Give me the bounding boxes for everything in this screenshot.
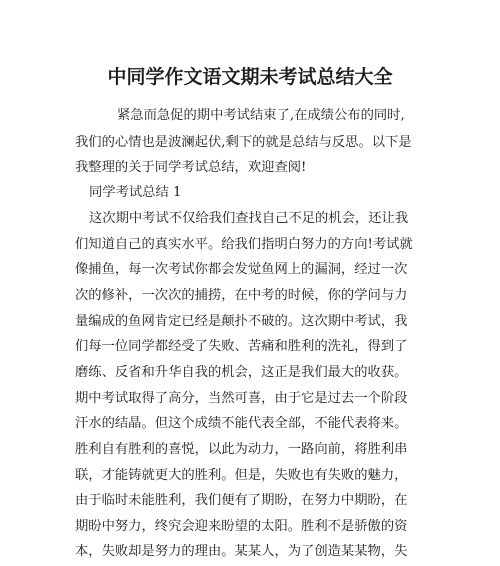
body-line: 这次期中考试不仅给我们查找自己不足的机会，还让我 (89, 211, 409, 226)
body-line: 胜利自有胜利的喜悦，以此为动力，一路向前，将胜利串 (75, 442, 408, 457)
document-title: 中同学作文语文期未考试总结大全 (107, 66, 393, 88)
body-line: 像捕鱼，每一次考试你都会发觉鱼网上的漏洞，经过一次 (75, 262, 408, 277)
body-line: 我整理的关于同学考试总结，欢迎查阅! (75, 160, 307, 175)
body-line: 本，失败却是努力的理由。某某人，为了创造某某物，失 (75, 544, 408, 559)
body-line: 次的修补，一次次的捕捞，在中考的时候，你的学问与力 (75, 288, 408, 303)
section-heading: 同学考试总结 1 (89, 185, 182, 200)
body-line: 联，才能铸就更大的胜利。但是，失败也有失败的魅力， (75, 468, 408, 483)
body-line: 们知道自己的真实水平。给我们指明白努力的方向!考试就 (75, 237, 413, 252)
body-line: 我们的心情也是波澜起伏,剩下的就是总结与反思。以下是 (75, 135, 412, 150)
body-line: 期中考试取得了高分，当然可喜，由于它是过去一个阶段 (75, 391, 408, 406)
body-line: 期盼中努力，终究会迎来盼望的太阳。胜利不是骄傲的资 (75, 519, 408, 534)
body-line: 汗水的结晶。但这个成绩不能代表全部，不能代表将来。 (75, 416, 408, 431)
body-line: 由于临时未能胜利，我们便有了期盼，在努力中期盼，在 (75, 493, 408, 508)
body-line: 量编成的鱼网肯定已经是颠扑不破的。这次期中考试，我 (75, 314, 408, 329)
body-line: 磨练、反省和升华自我的机会，这正是我们最大的收获。 (75, 365, 408, 380)
body-line: 们每一位同学都经受了失败、苦痛和胜利的洗礼，得到了 (75, 339, 408, 354)
body-line: 紧急而急促的期中考试结束了,在成绩公布的同时, (117, 108, 405, 123)
